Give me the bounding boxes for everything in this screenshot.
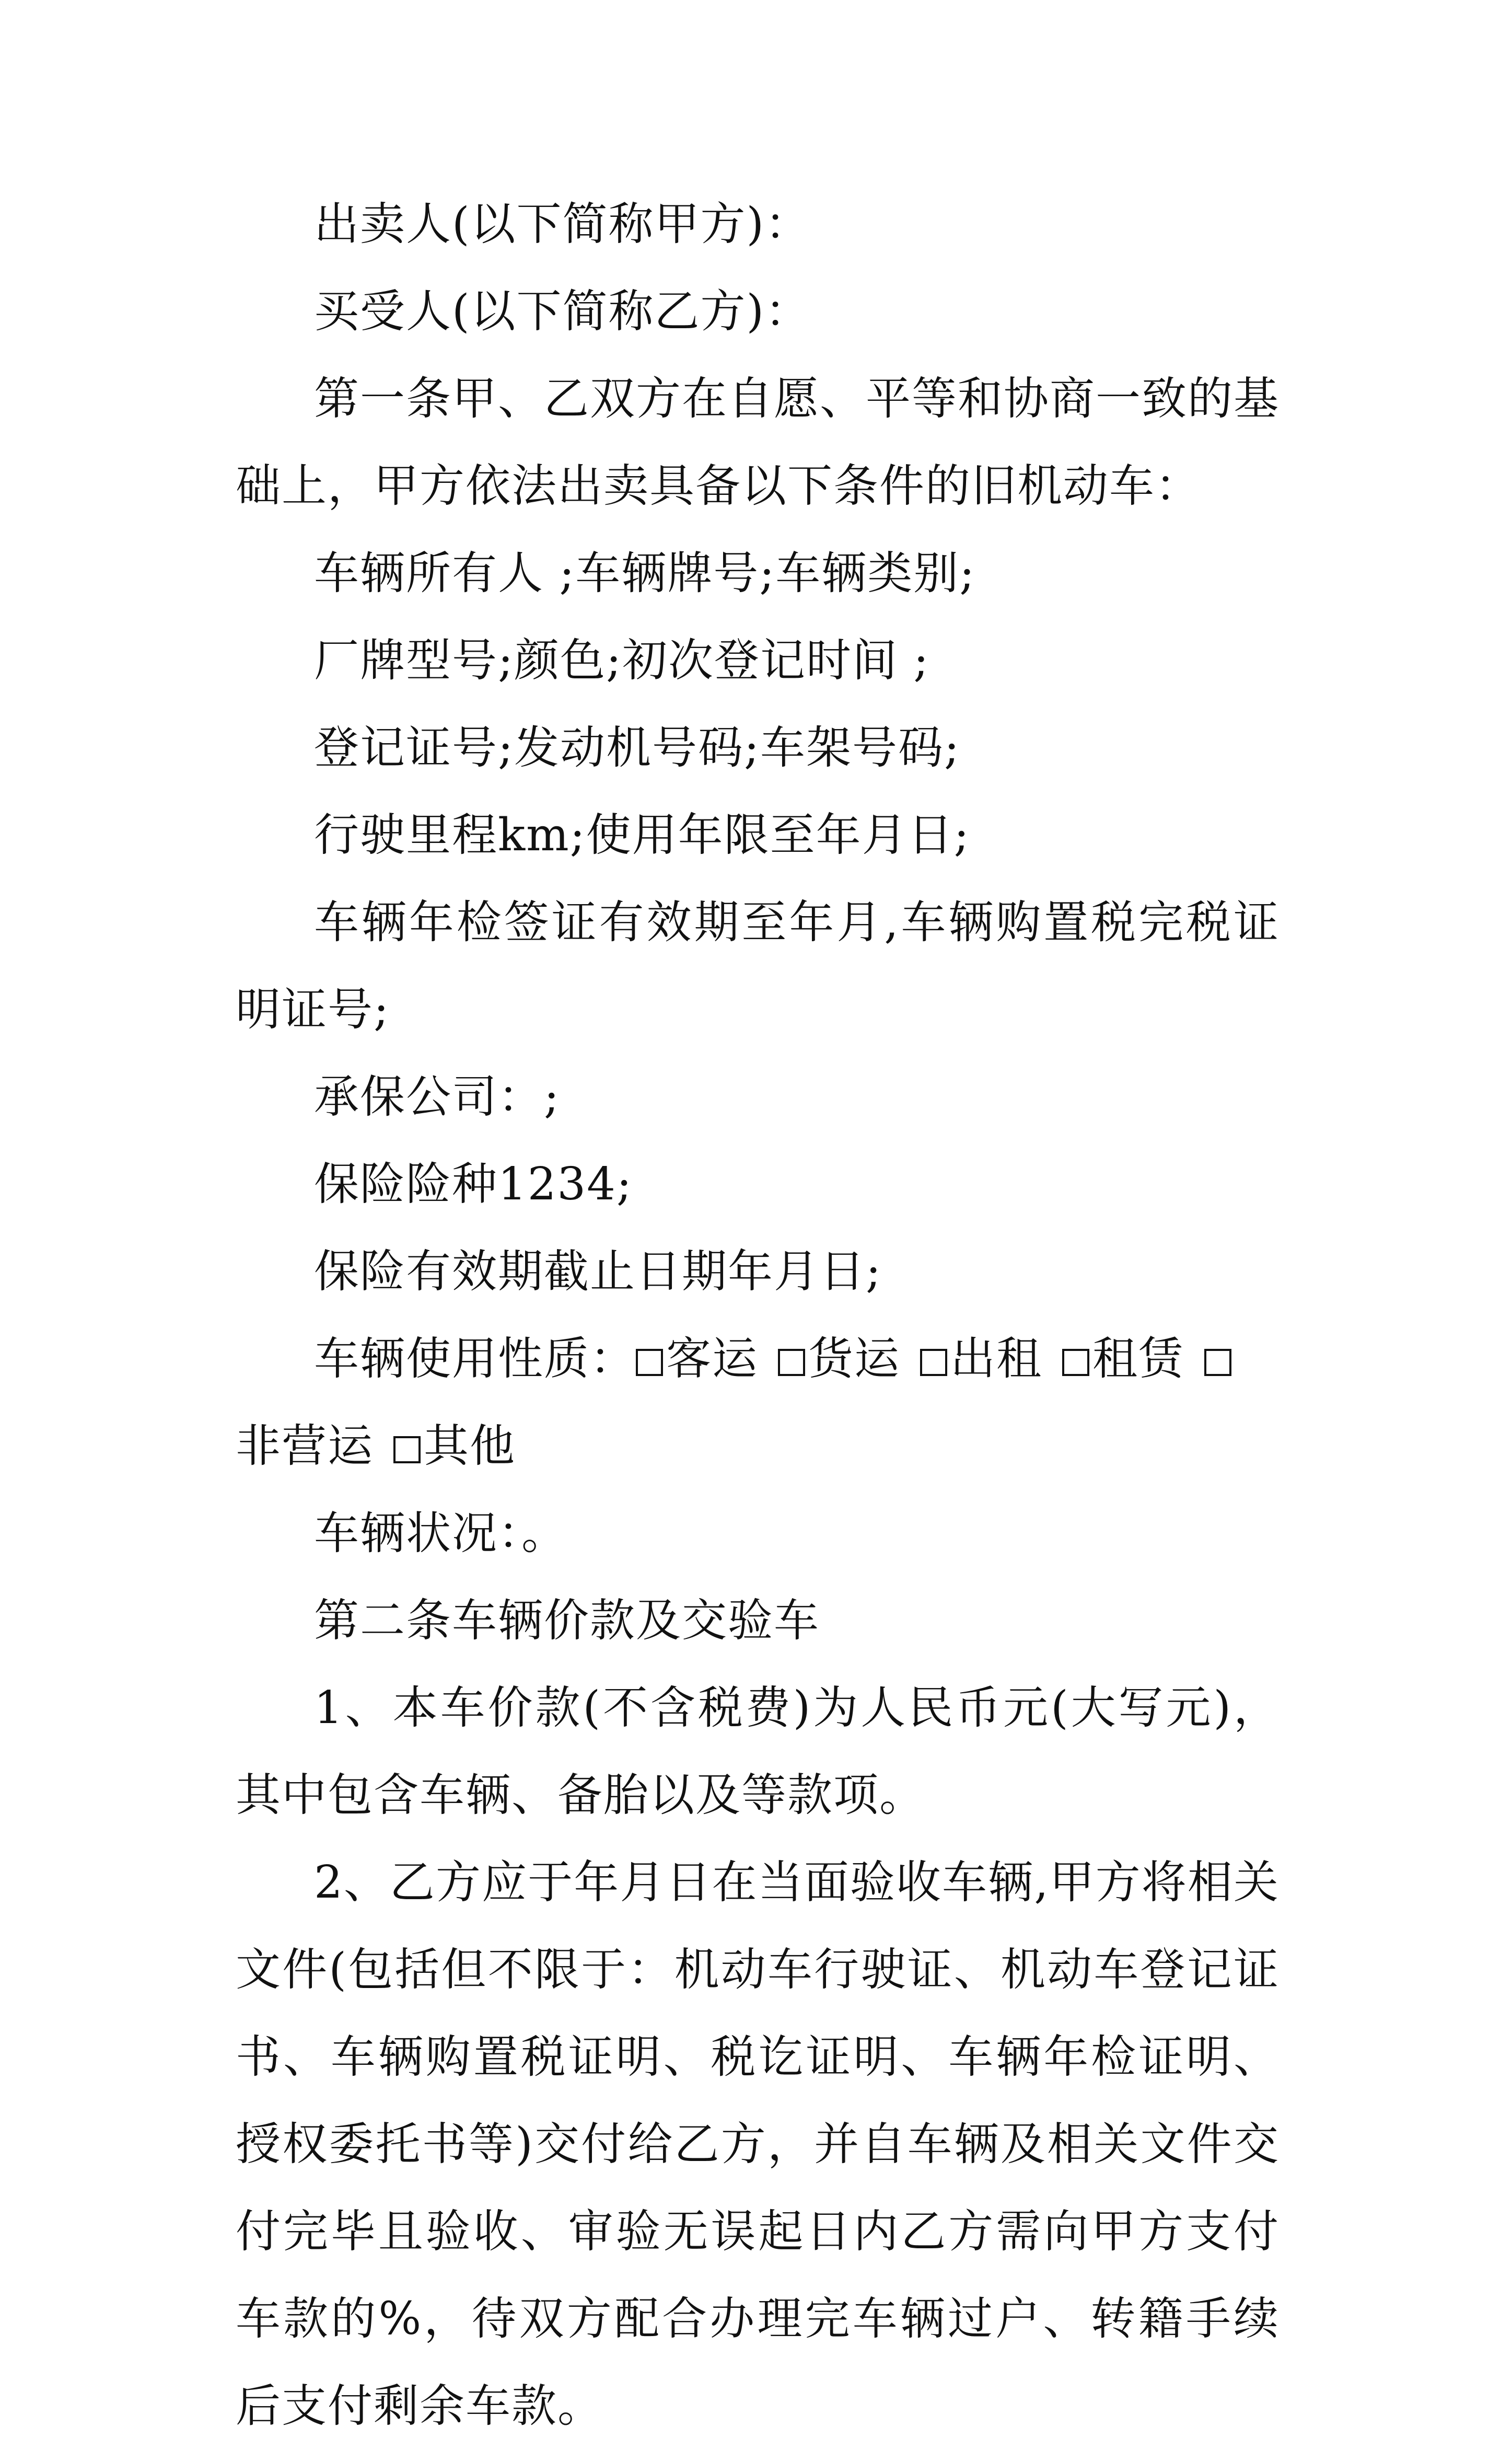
article-1-paragraph: 第一条甲、乙双方在自愿、平等和协商一致的基础上，甲方依法出卖具备以下条件的旧机动车：: [236, 373, 1280, 512]
usage-option-taxi: [920, 1333, 1042, 1385]
usage-option-label: 货运: [808, 1333, 900, 1385]
inspection-line: 车辆年检签证有效期至年月,车辆购置税完税证明证号;: [236, 896, 1280, 1036]
usage-option-passenger: [636, 1333, 758, 1385]
usage-option-leasing: [1062, 1333, 1184, 1385]
usage-option-label: 非营运: [236, 1420, 374, 1472]
insurance-expiry-line: 保险有效期截止日期年月日;: [314, 1245, 882, 1298]
registration-line: 登记证号;发动机号码;车架号码;: [314, 722, 960, 774]
checkbox-passenger[interactable]: [636, 1349, 663, 1376]
vehicle-owner-line: 车辆所有人 ;车辆牌号;车辆类别;: [314, 547, 976, 599]
usage-option-other: [393, 1420, 516, 1472]
brand-model-line: 厂牌型号;颜色;初次登记时间 ;: [314, 634, 930, 687]
usage-option-label: 租赁: [1092, 1333, 1184, 1385]
checkbox-other[interactable]: [393, 1436, 421, 1463]
insurer-line: 承保公司：;: [314, 1071, 560, 1123]
usage-option-freight: [778, 1333, 900, 1385]
checkbox-taxi[interactable]: [920, 1349, 947, 1376]
clause-2-paragraph: 2、乙方应于年月日在当面验收车辆,甲方将相关文件(包括但不限于：机动车行驶证、机动车登记证书、车辆购置税证明、税讫证明、车辆年检证明、授权委托书等)交付给乙方，并自车辆及相关文件交付完毕且验收、审验无误起日内乙方需向甲方支付车款的%，待双方配合办理完车辆过户、转籍手续后支付剩余车款。: [236, 1856, 1280, 2432]
clause-1-paragraph: 1、本车价款(不含税费)为人民币元(大写元)，其中包含车辆、备胎以及等款项。: [236, 1682, 1280, 1821]
insurance-types-line: 保险险种1234;: [314, 1158, 633, 1210]
vehicle-condition-line: 车辆状况：。: [314, 1507, 567, 1559]
checkbox-leasing[interactable]: [1062, 1349, 1089, 1376]
usage-type-line: [236, 1315, 1280, 1490]
mileage-line: 行驶里程km;使用年限至年月日;: [314, 809, 970, 861]
seller-line: 出卖人(以下简称甲方)：: [314, 198, 811, 250]
buyer-line: 买受人(以下简称乙方)：: [314, 285, 811, 338]
article-2-heading: 第二条车辆价款及交验车: [314, 1594, 820, 1647]
contract-body: [236, 181, 1280, 2450]
usage-option-label: 出租: [950, 1333, 1042, 1385]
usage-label: 车辆使用性质：: [314, 1333, 636, 1385]
usage-option-label: 客运: [666, 1333, 758, 1385]
checkbox-freight[interactable]: [778, 1349, 805, 1376]
usage-option-label: 其他: [424, 1420, 516, 1472]
checkbox-non-commercial[interactable]: [1204, 1349, 1231, 1376]
